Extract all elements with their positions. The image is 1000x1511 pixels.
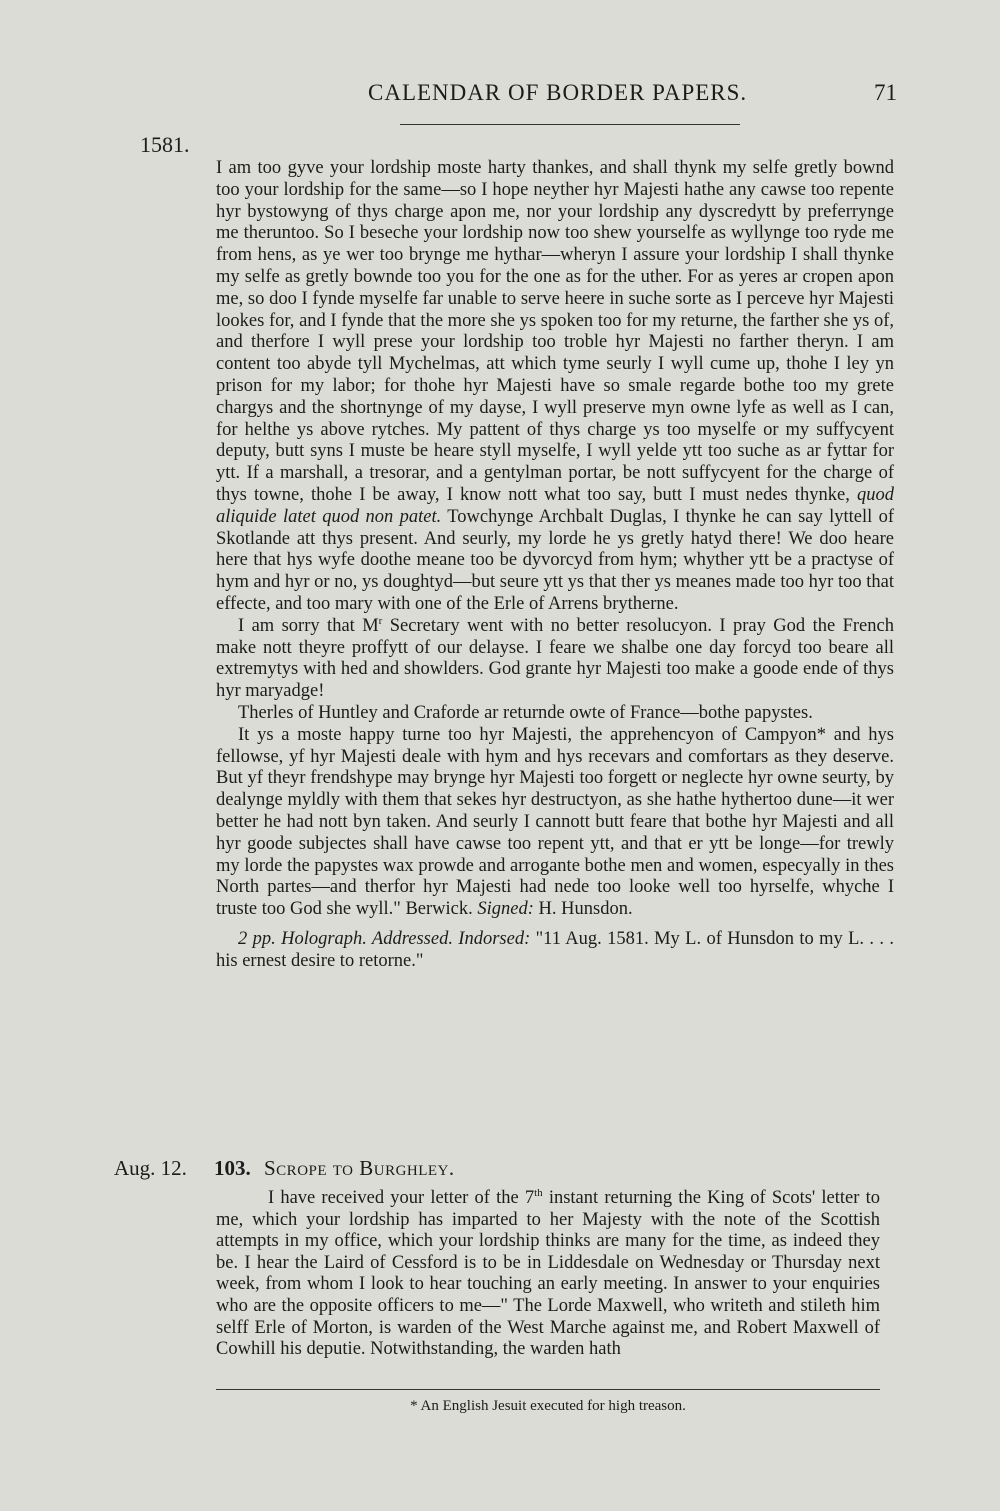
paragraph-text: instant returning the King of Scots' letter to me, which your lordship has imparted to her Majesty with the note of the Scottish attempts in my office, which your lordship thinks are many for the time, as indeed they be. I hear the Laird of Cessford is to be in Liddesdale on Wednesday or Thursday next week, from whom I look to hear touching an early meeting. In answer to your enquiries who are the opposite officers to me—" The Lorde Maxwell, who writeth and stileth him selff Erle of Morton, is warden of the West Marche against me, and Robert Maxwell of Cowhill his deputie. Notwithstanding, the warden hath bbox=[216, 1188, 880, 1360]
note-text: "11 Aug. 1581. My L. of Hunsdon to my L. . . . his ernest desire to retorne." bbox=[216, 928, 894, 971]
paragraph bbox=[216, 616, 894, 703]
footnote-rule bbox=[216, 1389, 880, 1390]
letter-103-text bbox=[216, 1188, 880, 1361]
paragraph-text: and hys fellowse, yf hyr Majesti deale with hym and hys recevars and comfortars as they deserve. But yf theyr frendshype may brynge hyr Majesti too forgett or neglecte hyr owne seurty, by dealynge myldly with them that sekes hyr destructyon, as she hathe hythertoo dune—it wer better he had nott byn taken. And seurly I cannott butt feare that bothe hyr Majesti and all hyr goode subjectes shall have cawse too repent ytt, and that er ytt be longe—for trewly my lorde the papystes wax prowde and arrogante bothe men and women, especyally in thes North partes—and therfor hyr Majesti had nede too looke well too hyrselfe, whyche I truste too God she wyll." Berwick. bbox=[216, 724, 894, 920]
paragraph bbox=[216, 725, 894, 921]
latin-quote: quod aliquide latet quod non patet. bbox=[216, 484, 894, 527]
document-number: 103. bbox=[214, 1156, 251, 1180]
signed-label: Signed: bbox=[477, 899, 534, 920]
paragraph-text: Secretary went with no better resolucyon. I pray God the French make nott theyre proffytt of our delayse. I feare we shalbe one day forcyd too beare all extremytys with hed and showlders. God grante hyr Majesti too make a goode ende of thys hyr maryadge! bbox=[216, 615, 894, 702]
margin-year: 1581. bbox=[140, 132, 190, 157]
superscript: r bbox=[378, 614, 383, 627]
footnote: * An English Jesuit executed for high treason. bbox=[410, 1398, 686, 1414]
page-number: 71 bbox=[874, 80, 897, 105]
paragraph bbox=[216, 158, 894, 616]
running-head bbox=[0, 80, 1000, 112]
document-title: Scrope to Burghley. bbox=[264, 1156, 455, 1180]
paragraph-text: I am sorry that M bbox=[238, 615, 379, 636]
document-date: Aug. 12. bbox=[114, 1156, 187, 1180]
document-heading bbox=[114, 1156, 894, 1186]
paragraph-text: Therles of Huntley and Craforde ar returnde owte of France—bothe papystes. bbox=[238, 702, 813, 723]
superscript: th bbox=[534, 1186, 543, 1199]
signer-name: H. Hunsdon. bbox=[533, 899, 633, 920]
paragraph-text: It ys a moste happy turne too hyr Majesti, the apprehencyon of Campyon bbox=[238, 724, 817, 745]
paragraph-text: Towchynge Archbalt Duglas, I thynke he can say lyttell of Skotlande att thys present. And seurly, my lorde he ys gretly hatyd there! We doo heare here that hys wyfe doothe meane too be dyvorcyd from hym; whyther ytt be a practyse of hym and hyr or no, ys doughtyd—but seure ytt ys that ther ys meanes made too hyr too that effecte, and too mary with one of the Erle of Arrens brytherne. bbox=[216, 506, 894, 614]
footnote-marker: * bbox=[816, 724, 827, 745]
paragraph bbox=[216, 703, 894, 725]
note-descriptor: 2 pp. Holograph. Addressed. Indorsed: bbox=[238, 928, 531, 949]
header-rule bbox=[400, 124, 740, 125]
editorial-note bbox=[216, 929, 894, 973]
paragraph-text: I have received your letter of the 7 bbox=[268, 1188, 535, 1208]
paragraph bbox=[216, 1188, 880, 1361]
running-head-title: CALENDAR OF BORDER PAPERS. bbox=[368, 80, 748, 105]
paragraph-text: I am too gyve your lordship moste harty thankes, and shall thynk my selfe gretly bownd too your lordship for the same—so I hope neyther hyr Majesti hathe any cawse too repente hyr bystowyng of thys charge apon me, nor your lordship any dyscredytt by preferrynge me theruntoo. So I beseche your lordship now too shew yourselfe as wyllynge too ryde me from hens, as ye wer too brynge me hythar—wheryn I assure your lordship I shall thynke my selfe as gretly bownde too you for the one as for the uther. For as yeres ar cropen apon me, so doo I fynde myselfe far unable to serve heere in suche sorte as I perceve hyr Majesti lookes for, and I fynde that the more she ys spoken too for my returne, the farther she ys of, and therfore I wyll prese your lordship too troble hyr Majesti no farther theryn. I am content too abyde tyll Mychelmas, att which tyme seurly I wyll cume up, thohe I ley yn prison for my labor; for thohe hyr Majesti have so smale regarde bothe too my grete chargys and the shortnynge of my dayse, I wyll preserve myn owne lyfe as well as I can, for helthe ys above rytches. My pattent of thys charge ys too myselfe or my suffycyent deputy, butt syns I muste be heare styll myselfe, I wyll yelde ytt too suche as ar fyttar for ytt. If a marshall, a tresorar, and a gentylman portar, be nott suffycyent for the charge of thys towne, thohe I be away, I know nott what too say, butt I must nedes thynke, bbox=[216, 158, 894, 505]
letter-102-continuation bbox=[216, 158, 894, 972]
